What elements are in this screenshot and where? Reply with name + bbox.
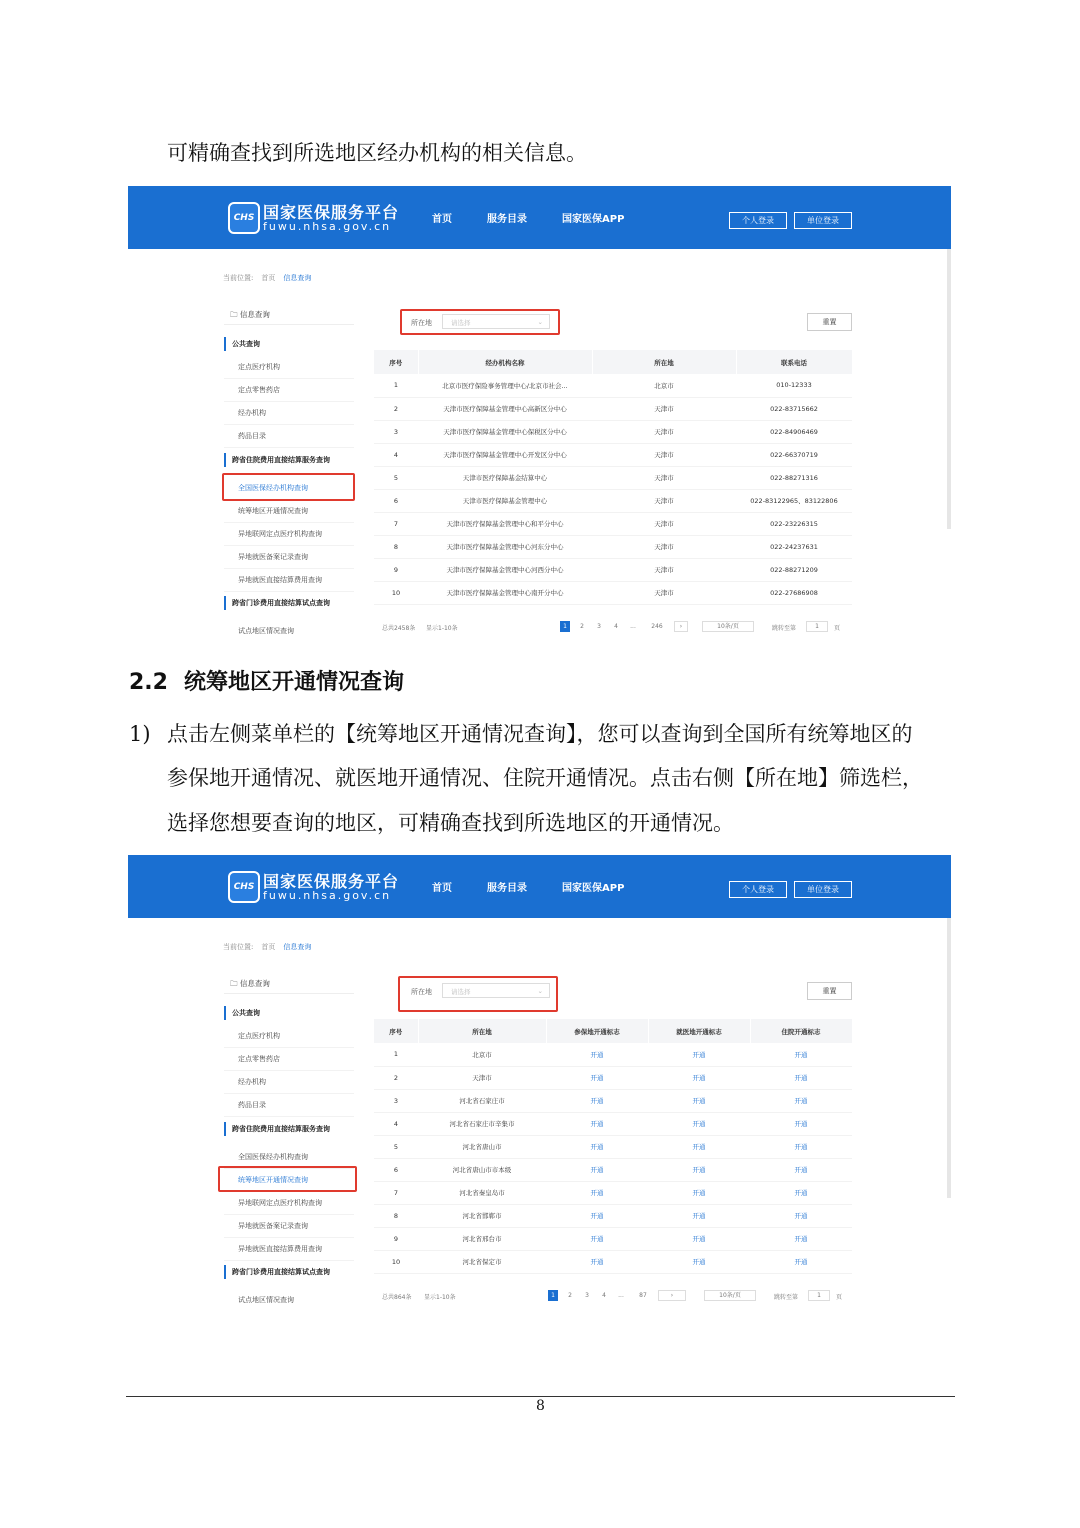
folder-icon: 🗀 — [230, 310, 240, 319]
personal-login-button[interactable]: 个人登录 — [729, 212, 787, 229]
chs-logo: CHS — [228, 871, 260, 903]
sidebar-item-pilot-region[interactable]: 试点地区情况查询 — [224, 620, 354, 638]
breadcrumb-current: 信息查询 — [283, 943, 312, 951]
sidebar-item-filing-record[interactable]: 异地就医备案记录查询 — [224, 546, 354, 569]
page-last[interactable]: 87 — [639, 1292, 647, 1299]
table-row — [374, 1158, 852, 1181]
sidebar-item-drug-catalog[interactable]: 药品目录 — [224, 1094, 354, 1117]
showing-range: 显示1-10条 — [424, 1294, 456, 1301]
table-cell[interactable]: 开通 — [750, 1204, 852, 1227]
table-row — [374, 420, 852, 443]
table-cell: 天津市 — [592, 558, 736, 581]
page-size-select[interactable]: 10条/页 — [702, 621, 754, 632]
page-size-select[interactable]: 10条/页 — [704, 1290, 756, 1301]
table-cell: 天津市 — [592, 443, 736, 466]
table-cell[interactable]: 开通 — [546, 1112, 648, 1135]
col-header-phone: 联系电话 — [736, 350, 852, 374]
table-cell: 河北省石家庄市 — [418, 1089, 546, 1112]
sidebar-group-outpatient: 跨省门诊费用直接结算试点查询 — [224, 1265, 354, 1279]
table-cell[interactable]: 开通 — [648, 1158, 750, 1181]
jump-label: 跳转至第 — [772, 625, 797, 632]
chevron-down-icon: ⌄ — [537, 987, 543, 995]
col-header-location: 所在地 — [592, 350, 736, 374]
brand-name: 国家医保服务平台 — [263, 203, 400, 222]
table-cell: 北京市 — [592, 374, 736, 397]
table-cell: 4 — [374, 1112, 418, 1135]
page-ellipsis: ... — [630, 623, 636, 630]
table-cell: 河北省石家庄市辛集市 — [418, 1112, 546, 1135]
sidebar — [224, 967, 354, 1307]
table-cell: 河北省唐山市 — [418, 1135, 546, 1158]
sidebar — [224, 298, 354, 638]
table-cell: 022-83122965、83122806 — [736, 489, 852, 512]
page-3[interactable]: 3 — [585, 1292, 589, 1299]
table-row — [374, 466, 852, 489]
table-cell[interactable]: 开通 — [750, 1066, 852, 1089]
region-status-table — [374, 1019, 853, 1274]
col-header-index: 序号 — [374, 350, 418, 374]
sidebar-group-inpatient: 跨省住院费用直接结算服务查询 — [224, 1122, 354, 1136]
table-cell: 1 — [374, 374, 418, 397]
table-cell: 河北省唐山市市本级 — [418, 1158, 546, 1181]
jump-unit: 页 — [836, 1294, 843, 1301]
table-cell[interactable]: 开通 — [648, 1181, 750, 1204]
breadcrumb-home[interactable]: 首页 — [261, 943, 276, 951]
chs-logo: CHS — [228, 202, 260, 234]
total-count: 总共864条 — [382, 1294, 412, 1301]
table-row — [374, 1089, 852, 1112]
table-cell[interactable]: 开通 — [750, 1181, 852, 1204]
table-cell: 天津市医疗保障基金管理中心河西分中心 — [418, 558, 592, 581]
section-title: 统筹地区开通情况查询 — [183, 670, 404, 695]
col-header-agency-name: 经办机构名称 — [418, 350, 592, 374]
table-row — [374, 1250, 852, 1273]
table-cell: 8 — [374, 1204, 418, 1227]
table-cell[interactable]: 开通 — [648, 1066, 750, 1089]
table-cell: 10 — [374, 581, 418, 604]
table-cell: 河北省邯郸市 — [418, 1204, 546, 1227]
table-cell: 022-88271316 — [736, 466, 852, 489]
highlight-box — [218, 1166, 357, 1192]
nav-service-catalog[interactable]: 服务目录 — [487, 883, 527, 894]
table-row — [374, 535, 852, 558]
chevron-down-icon: ⌄ — [537, 318, 543, 326]
page-2[interactable]: 2 — [568, 1292, 572, 1299]
table-cell: 2 — [374, 1066, 418, 1089]
breadcrumb-current: 信息查询 — [283, 274, 312, 282]
page-1[interactable]: 1 — [560, 621, 570, 632]
jump-label: 跳转至第 — [774, 1294, 799, 1301]
table-row — [374, 1204, 852, 1227]
table-cell: 8 — [374, 535, 418, 558]
table-row — [374, 374, 852, 397]
table-cell[interactable]: 开通 — [750, 1227, 852, 1250]
table-cell: 7 — [374, 1181, 418, 1204]
page-ellipsis: ... — [618, 1292, 624, 1299]
table-cell: 6 — [374, 1158, 418, 1181]
table-cell[interactable]: 开通 — [546, 1181, 648, 1204]
top-nav-bar — [128, 186, 951, 249]
table-cell[interactable]: 开通 — [546, 1043, 648, 1066]
table-cell[interactable]: 开通 — [546, 1066, 648, 1089]
sidebar-item-region-status[interactable]: 统筹地区开通情况查询 — [224, 500, 354, 523]
highlight-box — [222, 473, 355, 501]
page-1[interactable]: 1 — [548, 1290, 558, 1301]
page-last[interactable]: 246 — [651, 623, 663, 630]
location-filter-label: 所在地 — [411, 988, 432, 996]
table-cell: 9 — [374, 558, 418, 581]
breadcrumb — [223, 273, 311, 283]
brand-url: fuwu.nhsa.gov.cn — [263, 889, 392, 902]
brand-name: 国家医保服务平台 — [263, 872, 400, 891]
page-2[interactable]: 2 — [580, 623, 584, 630]
filter-highlight-box — [400, 309, 560, 335]
unit-login-button[interactable]: 单位登录 — [794, 212, 852, 229]
list-line-3: 选择您想要查询的地区，可精确查找到所选地区的开通情况。 — [167, 811, 734, 835]
unit-login-button[interactable]: 单位登录 — [794, 881, 852, 898]
table-cell[interactable]: 开通 — [750, 1112, 852, 1135]
filter-highlight-box — [398, 976, 558, 1012]
table-cell: 010-12333 — [736, 374, 852, 397]
reset-button[interactable]: 重置 — [807, 313, 852, 331]
sidebar-group-outpatient: 跨省门诊费用直接结算试点查询 — [224, 596, 354, 610]
section-heading — [129, 665, 404, 696]
breadcrumb-label: 当前位置: — [223, 943, 254, 951]
table-cell: 022-66370719 — [736, 443, 852, 466]
list-line-1: 点击左侧菜单栏的【统筹地区开通情况查询】，您可以查询到全国所有统筹地区的 — [167, 722, 913, 746]
query-panel — [364, 967, 862, 1307]
table-cell[interactable]: 开通 — [750, 1043, 852, 1066]
sidebar-title: 🗀 信息查询 — [224, 298, 354, 325]
jump-input[interactable]: 1 — [808, 1290, 830, 1301]
location-filter-label: 所在地 — [411, 319, 432, 327]
table-row — [374, 1135, 852, 1158]
table-cell: 天津市 — [418, 1066, 546, 1089]
sidebar-item-networked-institution[interactable]: 异地联网定点医疗机构查询 — [224, 523, 354, 546]
sidebar-item-settlement-cost[interactable]: 异地就医直接结算费用查询 — [224, 569, 354, 592]
table-row — [374, 443, 852, 466]
table-cell: 2 — [374, 397, 418, 420]
table-cell: 5 — [374, 1135, 418, 1158]
table-cell: 天津市 — [592, 535, 736, 558]
sidebar-item-medical-institution[interactable]: 定点医疗机构 — [224, 1025, 354, 1048]
next-page-icon[interactable]: › — [674, 621, 688, 632]
total-count: 总共2458条 — [382, 625, 416, 632]
table-cell[interactable]: 开通 — [648, 1043, 750, 1066]
scrollbar[interactable] — [947, 918, 951, 1198]
table-cell[interactable]: 开通 — [648, 1112, 750, 1135]
table-cell: 天津市医疗保障基金管理中心和平分中心 — [418, 512, 592, 535]
jump-unit: 页 — [834, 625, 841, 632]
section-number: 2.2 — [129, 670, 168, 695]
table-row — [374, 1112, 852, 1135]
list-marker: 1) — [129, 722, 151, 746]
query-panel — [364, 298, 862, 638]
col-header-index: 序号 — [374, 1019, 418, 1043]
col-header-inpatient-flag: 住院开通标志 — [750, 1019, 852, 1043]
top-nav-bar — [128, 855, 951, 918]
sidebar-item-settlement-cost[interactable]: 异地就医直接结算费用查询 — [224, 1238, 354, 1261]
nav-home[interactable]: 首页 — [432, 883, 452, 894]
personal-login-button[interactable]: 个人登录 — [729, 881, 787, 898]
table-cell: 5 — [374, 466, 418, 489]
list-line-2: 参保地开通情况、就医地开通情况、住院开通情况。点击右侧【所在地】筛选栏， — [167, 766, 923, 790]
table-cell[interactable]: 开通 — [546, 1135, 648, 1158]
table-cell: 河北省保定市 — [418, 1250, 546, 1273]
table-cell[interactable]: 开通 — [750, 1158, 852, 1181]
table-cell[interactable]: 开通 — [648, 1250, 750, 1273]
table-cell: 天津市医疗保障基金管理中心河东分中心 — [418, 535, 592, 558]
sidebar-group-public: 公共查询 — [224, 337, 354, 351]
sidebar-item-national-agency[interactable]: 全国医保经办机构查询 — [224, 477, 354, 500]
table-cell[interactable]: 开通 — [546, 1089, 648, 1112]
table-cell: 022-24237631 — [736, 535, 852, 558]
table-cell: 3 — [374, 420, 418, 443]
table-cell: 河北省秦皇岛市 — [418, 1181, 546, 1204]
sidebar-item-agency[interactable]: 经办机构 — [224, 1071, 354, 1094]
table-cell: 6 — [374, 489, 418, 512]
table-cell: 天津市医疗保障基金管理中心南开分中心 — [418, 581, 592, 604]
table-row — [374, 1043, 852, 1066]
table-cell: 天津市医疗保障基金结算中心 — [418, 466, 592, 489]
nav-app[interactable]: 国家医保APP — [562, 214, 625, 225]
table-cell: 3 — [374, 1089, 418, 1112]
nav-service-catalog[interactable]: 服务目录 — [487, 214, 527, 225]
page-number: 8 — [536, 1398, 545, 1414]
location-select[interactable]: 请选择 ⌄ — [442, 314, 550, 329]
table-cell[interactable]: 开通 — [648, 1227, 750, 1250]
page-3[interactable]: 3 — [597, 623, 601, 630]
page-4[interactable]: 4 — [602, 1292, 606, 1299]
pagination — [374, 621, 852, 635]
showing-range: 显示1-10条 — [426, 625, 458, 632]
sidebar-item-drug-catalog[interactable]: 药品目录 — [224, 425, 354, 448]
table-row — [374, 581, 852, 604]
location-select[interactable]: 请选择 ⌄ — [442, 983, 550, 998]
reset-button[interactable]: 重置 — [807, 982, 852, 1000]
table-cell[interactable]: 开通 — [546, 1227, 648, 1250]
table-cell: 北京市医疗保险事务管理中心/北京市社会... — [418, 374, 592, 397]
table-cell: 天津市医疗保障基金管理中心保税区分中心 — [418, 420, 592, 443]
table-cell: 天津市 — [592, 512, 736, 535]
sidebar-group-inpatient: 跨省住院费用直接结算服务查询 — [224, 453, 354, 467]
table-row — [374, 1066, 852, 1089]
table-cell: 022-23226315 — [736, 512, 852, 535]
sidebar-item-agency[interactable]: 经办机构 — [224, 402, 354, 425]
sidebar-item-filing-record[interactable]: 异地就医备案记录查询 — [224, 1215, 354, 1238]
brand-url: fuwu.nhsa.gov.cn — [263, 220, 392, 233]
table-cell: 1 — [374, 1043, 418, 1066]
table-cell: 022-88271209 — [736, 558, 852, 581]
folder-icon: 🗀 — [230, 979, 240, 988]
sidebar-item-networked-institution[interactable]: 异地联网定点医疗机构查询 — [224, 1192, 354, 1215]
table-cell[interactable]: 开通 — [648, 1135, 750, 1158]
sidebar-item-medical-institution[interactable]: 定点医疗机构 — [224, 356, 354, 379]
nav-app[interactable]: 国家医保APP — [562, 883, 625, 894]
table-cell: 天津市医疗保障基金管理中心高新区分中心 — [418, 397, 592, 420]
table-row — [374, 558, 852, 581]
sidebar-item-region-status[interactable]: 统筹地区开通情况查询 — [224, 1169, 354, 1192]
table-row — [374, 512, 852, 535]
table-cell: 022-27686908 — [736, 581, 852, 604]
table-cell: 022-83715662 — [736, 397, 852, 420]
screenshot-institution-query — [128, 186, 951, 638]
table-cell: 10 — [374, 1250, 418, 1273]
scrollbar[interactable] — [947, 249, 951, 529]
table-cell[interactable]: 开通 — [750, 1089, 852, 1112]
sidebar-item-pilot-region[interactable]: 试点地区情况查询 — [224, 1289, 354, 1307]
breadcrumb — [223, 942, 311, 952]
table-cell: 天津市医疗保障基金管理中心开发区分中心 — [418, 443, 592, 466]
table-cell: 天津市 — [592, 420, 736, 443]
table-cell[interactable]: 开通 — [750, 1250, 852, 1273]
table-cell: 天津市 — [592, 489, 736, 512]
col-header-treatment-flag: 就医地开通标志 — [648, 1019, 750, 1043]
table-cell: 4 — [374, 443, 418, 466]
table-cell: 天津市 — [592, 466, 736, 489]
table-row — [374, 489, 852, 512]
table-cell[interactable]: 开通 — [648, 1204, 750, 1227]
sidebar-item-national-agency[interactable]: 全国医保经办机构查询 — [224, 1146, 354, 1169]
table-cell: 河北省邢台市 — [418, 1227, 546, 1250]
sidebar-group-public: 公共查询 — [224, 1006, 354, 1020]
table-cell[interactable]: 开通 — [546, 1204, 648, 1227]
table-cell[interactable]: 开通 — [546, 1250, 648, 1273]
breadcrumb-label: 当前位置: — [223, 274, 254, 282]
intro-paragraph: 可精确查找到所选地区经办机构的相关信息。 — [167, 141, 587, 165]
col-header-insured-flag: 参保地开通标志 — [546, 1019, 648, 1043]
table-cell: 天津市 — [592, 397, 736, 420]
nav-home[interactable]: 首页 — [432, 214, 452, 225]
next-page-icon[interactable]: › — [658, 1290, 686, 1301]
breadcrumb-home[interactable]: 首页 — [261, 274, 276, 282]
table-row — [374, 1227, 852, 1250]
table-cell: 天津市 — [592, 581, 736, 604]
table-row — [374, 1181, 852, 1204]
agency-table — [374, 350, 853, 605]
jump-input[interactable]: 1 — [806, 621, 828, 632]
sidebar-item-pharmacy[interactable]: 定点零售药店 — [224, 1048, 354, 1071]
table-cell: 022-84906469 — [736, 420, 852, 443]
pagination — [374, 1290, 852, 1304]
sidebar-title: 🗀 信息查询 — [224, 967, 354, 994]
screenshot-region-status-query — [128, 855, 951, 1307]
table-row — [374, 397, 852, 420]
table-cell: 天津市医疗保障基金管理中心 — [418, 489, 592, 512]
table-cell[interactable]: 开通 — [648, 1089, 750, 1112]
col-header-location: 所在地 — [418, 1019, 546, 1043]
table-cell[interactable]: 开通 — [750, 1135, 852, 1158]
footer-rule — [126, 1396, 955, 1397]
table-cell: 7 — [374, 512, 418, 535]
table-cell[interactable]: 开通 — [546, 1158, 648, 1181]
table-cell: 北京市 — [418, 1043, 546, 1066]
table-cell: 9 — [374, 1227, 418, 1250]
sidebar-item-pharmacy[interactable]: 定点零售药店 — [224, 379, 354, 402]
page-4[interactable]: 4 — [614, 623, 618, 630]
